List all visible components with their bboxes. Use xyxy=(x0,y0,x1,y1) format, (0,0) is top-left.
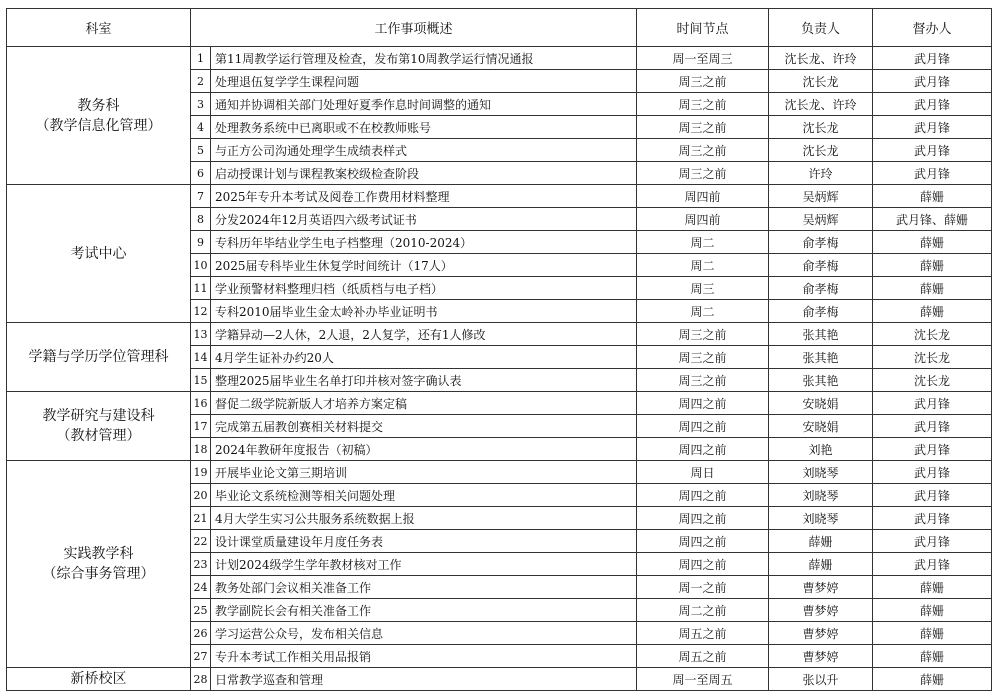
row-number: 5 xyxy=(191,139,211,162)
row-number: 9 xyxy=(191,231,211,254)
row-number: 6 xyxy=(191,162,211,185)
owner-name: 俞孝梅 xyxy=(769,277,873,300)
owner-name: 沈长龙 xyxy=(769,139,873,162)
owner-name: 沈长龙、许玲 xyxy=(769,47,873,70)
task-description: 学业预警材料整理归档（纸质档与电子档） xyxy=(211,277,637,300)
department-cell xyxy=(7,461,191,668)
department-name: 新桥校区 xyxy=(70,671,127,687)
row-number: 1 xyxy=(191,47,211,70)
row-number: 24 xyxy=(191,576,211,599)
time-node: 周二 xyxy=(637,254,769,277)
time-node: 周四前 xyxy=(637,185,769,208)
time-node: 周三之前 xyxy=(637,93,769,116)
owner-name: 张其艳 xyxy=(769,323,873,346)
time-node: 周四之前 xyxy=(637,415,769,438)
time-node: 周五之前 xyxy=(637,645,769,668)
supervisor-name: 武月锋 xyxy=(873,507,992,530)
table-row xyxy=(7,461,992,484)
row-number: 18 xyxy=(191,438,211,461)
row-number: 4 xyxy=(191,116,211,139)
row-number: 14 xyxy=(191,346,211,369)
row-number: 21 xyxy=(191,507,211,530)
owner-name: 俞孝梅 xyxy=(769,254,873,277)
task-description: 毕业论文系统检测等相关问题处理 xyxy=(211,484,637,507)
owner-name: 曹梦婷 xyxy=(769,599,873,622)
header-task: 工作事项概述 xyxy=(191,9,637,47)
time-node: 周日 xyxy=(637,461,769,484)
supervisor-name: 武月锋 xyxy=(873,484,992,507)
time-node: 周三之前 xyxy=(637,162,769,185)
header-supervisor: 督办人 xyxy=(873,9,992,47)
owner-name: 吴炳辉 xyxy=(769,185,873,208)
task-description: 完成第五届教创赛相关材料提交 xyxy=(211,415,637,438)
row-number: 8 xyxy=(191,208,211,231)
supervisor-name: 薛姗 xyxy=(873,599,992,622)
row-number: 25 xyxy=(191,599,211,622)
row-number: 22 xyxy=(191,530,211,553)
supervisor-name: 武月锋 xyxy=(873,461,992,484)
department-name: 实践教学科 xyxy=(63,546,134,562)
table-row xyxy=(7,323,992,346)
header-row xyxy=(7,9,992,47)
task-description: 分发2024年12月英语四六级考试证书 xyxy=(211,208,637,231)
table-row xyxy=(7,392,992,415)
owner-name: 刘艳 xyxy=(769,438,873,461)
task-description: 学习运营公众号，发布相关信息 xyxy=(211,622,637,645)
row-number: 23 xyxy=(191,553,211,576)
department-cell xyxy=(7,185,191,323)
time-node: 周三 xyxy=(637,277,769,300)
row-number: 7 xyxy=(191,185,211,208)
task-description: 2024年教研年度报告（初稿） xyxy=(211,438,637,461)
department-cell xyxy=(7,323,191,392)
task-description: 设计课堂质量建设年月度任务表 xyxy=(211,530,637,553)
task-description: 专科2010届毕业生金太岭补办毕业证明书 xyxy=(211,300,637,323)
task-description: 日常教学巡查和管理 xyxy=(211,668,637,691)
supervisor-name: 武月锋 xyxy=(873,139,992,162)
time-node: 周一至周五 xyxy=(637,668,769,691)
supervisor-name: 武月锋 xyxy=(873,553,992,576)
supervisor-name: 薛姗 xyxy=(873,300,992,323)
owner-name: 俞孝梅 xyxy=(769,300,873,323)
row-number: 20 xyxy=(191,484,211,507)
table-row xyxy=(7,668,992,691)
time-node: 周四之前 xyxy=(637,530,769,553)
department-name: 考试中心 xyxy=(70,245,127,262)
department-name: （综合事务管理） xyxy=(42,566,155,582)
owner-name: 曹梦婷 xyxy=(769,645,873,668)
row-number: 28 xyxy=(191,668,211,691)
department-name: 教学研究与建设科 xyxy=(42,408,155,424)
department-cell xyxy=(7,668,191,691)
time-node: 周二 xyxy=(637,300,769,323)
time-node: 周四之前 xyxy=(637,392,769,415)
time-node: 周三之前 xyxy=(637,70,769,93)
owner-name: 曹梦婷 xyxy=(769,622,873,645)
supervisor-name: 沈长龙 xyxy=(873,346,992,369)
owner-name: 薛姗 xyxy=(769,553,873,576)
department-cell xyxy=(7,392,191,461)
time-node: 周三之前 xyxy=(637,139,769,162)
supervisor-name: 武月锋、薛姗 xyxy=(873,208,992,231)
table-row xyxy=(7,47,992,70)
row-number: 11 xyxy=(191,277,211,300)
supervisor-name: 武月锋 xyxy=(873,70,992,93)
task-description: 专升本考试工作相关用品报销 xyxy=(211,645,637,668)
department-name: 学籍与学历学位管理科 xyxy=(28,349,169,365)
supervisor-name: 薛姗 xyxy=(873,645,992,668)
supervisor-name: 沈长龙 xyxy=(873,369,992,392)
row-number: 26 xyxy=(191,622,211,645)
row-number: 27 xyxy=(191,645,211,668)
row-number: 10 xyxy=(191,254,211,277)
table-row xyxy=(7,185,992,208)
header-dept: 科室 xyxy=(7,9,191,47)
supervisor-name: 武月锋 xyxy=(873,116,992,139)
owner-name: 沈长龙、许玲 xyxy=(769,93,873,116)
time-node: 周四之前 xyxy=(637,507,769,530)
time-node: 周三之前 xyxy=(637,323,769,346)
task-description: 第11周教学运行管理及检查，发布第10周教学运行情况通报 xyxy=(211,47,637,70)
time-node: 周五之前 xyxy=(637,622,769,645)
owner-name: 俞孝梅 xyxy=(769,231,873,254)
task-description: 与正方公司沟通处理学生成绩表样式 xyxy=(211,139,637,162)
owner-name: 张以升 xyxy=(769,668,873,691)
task-description: 4月学生证补办约20人 xyxy=(211,346,637,369)
owner-name: 曹梦婷 xyxy=(769,576,873,599)
task-description: 开展毕业论文第三期培训 xyxy=(211,461,637,484)
owner-name: 沈长龙 xyxy=(769,70,873,93)
task-description: 教学副院长会有相关准备工作 xyxy=(211,599,637,622)
supervisor-name: 沈长龙 xyxy=(873,323,992,346)
supervisor-name: 薛姗 xyxy=(873,668,992,691)
work-schedule-table xyxy=(6,8,992,691)
task-description: 2025年专升本考试及阅卷工作费用材料整理 xyxy=(211,185,637,208)
department-name: （教学信息化管理） xyxy=(35,117,162,134)
task-description: 通知并协调相关部门处理好夏季作息时间调整的通知 xyxy=(211,93,637,116)
row-number: 19 xyxy=(191,461,211,484)
supervisor-name: 武月锋 xyxy=(873,93,992,116)
task-description: 4月大学生实习公共服务系统数据上报 xyxy=(211,507,637,530)
task-description: 督促二级学院新版人才培养方案定稿 xyxy=(211,392,637,415)
task-description: 整理2025届毕业生名单打印并核对签字确认表 xyxy=(211,369,637,392)
supervisor-name: 武月锋 xyxy=(873,162,992,185)
department-cell xyxy=(7,47,191,185)
time-node: 周三之前 xyxy=(637,369,769,392)
owner-name: 薛姗 xyxy=(769,530,873,553)
time-node: 周二之前 xyxy=(637,599,769,622)
owner-name: 吴炳辉 xyxy=(769,208,873,231)
task-description: 启动授课计划与课程教案校级检查阶段 xyxy=(211,162,637,185)
header-time: 时间节点 xyxy=(637,9,769,47)
table-body xyxy=(7,47,992,691)
header-owner: 负责人 xyxy=(769,9,873,47)
row-number: 17 xyxy=(191,415,211,438)
owner-name: 刘晓琴 xyxy=(769,461,873,484)
row-number: 3 xyxy=(191,93,211,116)
time-node: 周四之前 xyxy=(637,438,769,461)
task-description: 学籍异动—2人休，2人退，2人复学，还有1人修改 xyxy=(211,323,637,346)
owner-name: 沈长龙 xyxy=(769,116,873,139)
supervisor-name: 武月锋 xyxy=(873,438,992,461)
supervisor-name: 薛姗 xyxy=(873,254,992,277)
row-number: 13 xyxy=(191,323,211,346)
supervisor-name: 薛姗 xyxy=(873,185,992,208)
supervisor-name: 薛姗 xyxy=(873,622,992,645)
time-node: 周四前 xyxy=(637,208,769,231)
time-node: 周四之前 xyxy=(637,553,769,576)
row-number: 15 xyxy=(191,369,211,392)
row-number: 12 xyxy=(191,300,211,323)
task-description: 专科历年毕结业学生电子档整理（2010-2024） xyxy=(211,231,637,254)
supervisor-name: 武月锋 xyxy=(873,47,992,70)
task-description: 计划2024级学生学年教材核对工作 xyxy=(211,553,637,576)
time-node: 周四之前 xyxy=(637,484,769,507)
time-node: 周二 xyxy=(637,231,769,254)
supervisor-name: 薛姗 xyxy=(873,231,992,254)
row-number: 2 xyxy=(191,70,211,93)
supervisor-name: 武月锋 xyxy=(873,530,992,553)
row-number: 16 xyxy=(191,392,211,415)
supervisor-name: 武月锋 xyxy=(873,415,992,438)
owner-name: 张其艳 xyxy=(769,369,873,392)
department-name: 教务科 xyxy=(77,97,120,114)
task-description: 2025届专科毕业生休复学时间统计（17人） xyxy=(211,254,637,277)
owner-name: 安晓娟 xyxy=(769,415,873,438)
time-node: 周一至周三 xyxy=(637,47,769,70)
owner-name: 许玲 xyxy=(769,162,873,185)
time-node: 周三之前 xyxy=(637,346,769,369)
owner-name: 安晓娟 xyxy=(769,392,873,415)
task-description: 教务处部门会议相关准备工作 xyxy=(211,576,637,599)
owner-name: 刘晓琴 xyxy=(769,507,873,530)
task-description: 处理教务系统中已离职或不在校教师账号 xyxy=(211,116,637,139)
task-description: 处理退伍复学学生课程问题 xyxy=(211,70,637,93)
owner-name: 张其艳 xyxy=(769,346,873,369)
owner-name: 刘晓琴 xyxy=(769,484,873,507)
supervisor-name: 薛姗 xyxy=(873,576,992,599)
department-name: （教材管理） xyxy=(56,428,141,444)
supervisor-name: 武月锋 xyxy=(873,392,992,415)
supervisor-name: 薛姗 xyxy=(873,277,992,300)
time-node: 周一之前 xyxy=(637,576,769,599)
time-node: 周三之前 xyxy=(637,116,769,139)
